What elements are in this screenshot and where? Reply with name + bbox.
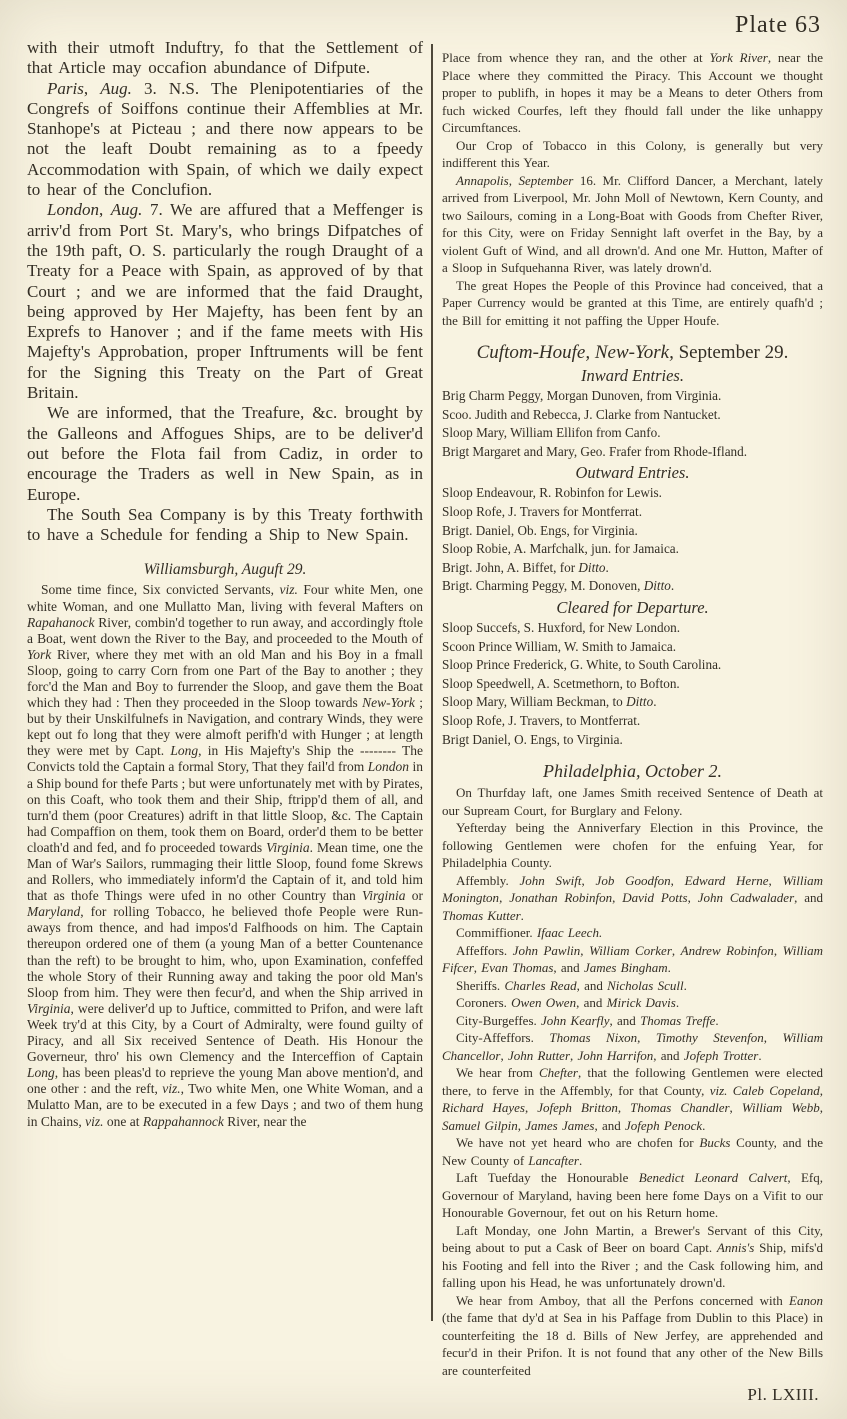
entry-line: Brigt. John, A. Biffet, for Ditto. <box>442 559 609 575</box>
paragraph: We hear from Chefter, that the following Gentlemen were elected there, to ferve in the Affembly, for that County, viz. Caleb Copeland, Richard Hayes, Jofeph Britton, Thomas Chandler, William Webb, Samuel Gilpin, James James, and Jofeph Penock. <box>442 1065 824 1133</box>
paragraph: City-Burgeffes. John Kearfly, and Thomas Treffe. <box>456 1012 719 1028</box>
entry-line: Sloop Robie, A. Marfchalk, jun. for Jamaica. <box>442 541 679 557</box>
paragraph: Our Crop of Tobacco in this Colony, is generally but very indifferent this Year. <box>442 137 823 170</box>
entry-line: Brigt. Charming Peggy, M. Donoven, Ditto. <box>442 578 675 594</box>
paragraph: We hear from Amboy, that all the Perfons concerned with Eanon (the fame that dy'd at Sea in his Paffage from Dublin to this Place) in counterfeiting the 18 d. Bills of New Jerfey, are apprehended and fecur'd in their Prifon. It is not found that any other of the New Bills are counterfeited <box>442 1292 823 1378</box>
right-column <box>442 38 824 1378</box>
plate-label: Plate 63 <box>735 12 821 38</box>
entry-line: Sloop Mary, William Beckman, to Ditto. <box>442 694 657 710</box>
paragraph: Affeffors. John Pawlin, William Corker, Andrew Robinfon, William Fifcer, Evan Thomas, and James Bingham. <box>442 942 824 976</box>
paragraph: City-Affeffors. Thomas Nixon, Timothy Stevenfon, William Chancellor, John Rutter, John Harrifon, and Jofeph Trotter. <box>442 1030 823 1063</box>
paragraph: The great Hopes the People of this Province had conceived, that a Paper Currency would be granted at this Time, are entirely quafh'd ; the Bill for emitting it not paffing the Upper Houfe. <box>442 277 823 328</box>
paragraph: Sheriffs. Charles Read, and Nicholas Scull. <box>456 977 687 993</box>
outward-entries-subheading: Outward Entries. <box>575 463 690 483</box>
entry-line: Sloop Rofe, J. Travers, to Montferrat. <box>442 712 641 728</box>
paragraph: Commiffioner. Ifaac Leech. <box>456 925 603 941</box>
paragraph: Affembly. John Swift, Job Goodfon, Edward Herne, William Monington, Jonathan Robinfon, David Potts, John Cadwalader, and Thomas Kutter. <box>442 872 824 923</box>
paragraph: We are informed, that the Treafure, &c. brought by the Galleons and Affogues Ships, are to be deliver'd out before the Flota fail from Cadiz, in order to encourage the Traders as well in New Spain, as in Europe. <box>27 403 423 504</box>
philadelphia-dateline-heading: Philadelphia, October 2. <box>543 761 722 782</box>
left-column-news <box>27 38 423 545</box>
paragraph: Laft Monday, one John Martin, a Brewer's Servant of this City, being about to put a Cask of Beer on board Capt. Annis's Ship, mifs'd his Footing and fell into the River ; and the Cask following him, and falling upon his Head, he was unfortunately drown'd. <box>442 1222 824 1291</box>
entry-line: Sloop Endeavour, R. Robinfon for Lewis. <box>442 485 662 501</box>
paragraph: Some time fince, Six convicted Servants, viz. Four white Men, one white Woman, and one Mullatto Man, living with feveral Mafters on Rapahanock River, combin'd together to run away, and accordingly ftole a Boat, went down the River to the Bay, and proceeded to the Mouth of York River, where they met with an old Man and his Boy in a fmall Sloop, going to carry Corn from one Part of the Bay to another ; they forc'd the Man and Boy to furrender the Sloop, and gave them the Boat which they had : Then they proceeded in the Sloop towards New-York ; but by their Unskilfulnefs in Navigation, and contrary Winds, they were kept out fo long that they were almoft perifh'd with Hunger ; at length they were met by Capt. Long, in His Majefty's Ship the -------- The Convicts told the Captain a formal Story, That they fail'd from London in a Ship bound for thefe Parts ; but were unfortunately met with by Pirates, on this Coaft, who took them and their Ship, ftripp'd them of all, and turn'd them (poor Creatures) adrift in that little Sloop, &c. The Captain had Compaffion on them, took them on Board, order'd them to be better cloath'd and fed, and fo proceeded towards Virginia. Mean time, one the Man of War's Sailors, rummaging their little Sloop, found fome Skrews and Rollers, who immediately inform'd the Captain of it, and told him that as thofe Things were ufed in no other Country than Virginia or Maryland, for rolling Tobacco, he believed thofe People were Run-aways from thence, and had impos'd Falfhoods on him. The Captain thereupon ordered one of them (a young Man of a better Countenance than the reft) to be brought to him, who, upon Examination, confeffed the whole Story of their Running away and taking the poor old Man's Sloop from him. They were then fecur'd, and when the Ship arrived in Virginia, were deliver'd up to Juftice, committed to Prifon, and were laft Week try'd at this City, by a Court of Admiralty, were found guilty of Piracy, and all Six received Sentence of Death. His Honour the Governeur, thro' his own Clemency and the Interceffion of Captain Long, has been pleas'd to reprieve the young Man above mention'd, and one other : and the reft, viz., Two white Men, one White Woman, and a Mulatto Man, are to be executed in a few Days ; and two of them hung in Chains, viz. one at Rappahannock River, near the <box>27 582 424 1129</box>
entry-line: Scoo. Judith and Rebecca, J. Clarke from Nantucket. <box>442 406 721 422</box>
entry-line: Sloop Rofe, J. Travers for Montferrat. <box>442 503 642 519</box>
cleared-for-departure-list <box>442 619 823 749</box>
williamsburgh-section <box>27 582 423 1129</box>
entry-line: Brigt. Daniel, Ob. Engs, for Virginia. <box>442 522 638 538</box>
paragraph: On Thurfday laft, one James Smith received Sentence of Death at our Supream Court, for Burglary and Felony. <box>442 785 823 818</box>
paragraph: The South Sea Company is by this Treaty forthwith to have a Schedule for fending a Ship to New Spain. <box>27 504 423 545</box>
entry-line: Sloop Prince Frederick, G. White, to South Carolina. <box>442 657 722 673</box>
entry-line: Brigt Daniel, O. Engs, to Virginia. <box>442 731 623 747</box>
paragraph: Yefterday being the Anniverfary Election in this Province, the following Gentlemen were chofen for the enfuing Year, for Philadelphia County. <box>442 820 823 871</box>
entry-line: Brig Charm Peggy, Morgan Dunoven, from Virginia. <box>442 388 722 403</box>
entry-line: Sloop Speedwell, A. Scetmethorn, to Bofton. <box>442 675 680 691</box>
custom-house-heading: Cuftom-Houfe, New-York, September 29. <box>476 342 789 363</box>
left-column <box>27 38 423 1365</box>
inward-entries-list <box>442 387 823 461</box>
inward-entries-subheading: Inward Entries. <box>581 366 684 385</box>
philadelphia-section <box>442 784 823 1379</box>
paragraph: Annapolis, September 16. Mr. Clifford Dancer, a Merchant, lately arrived from Liverpool, Mr. John Moll of Newtown, Kern County, and two Sailours, coming in a Long-Boat with Goods from Chefter River, for this City, were on Friday Sennight laft overfet in the Bay, by a violent Guft of Wind, and all drown'd. And one Mr. Hutton, Mafter of a Sloop in Sufquehanna River, was lately drown'd. <box>442 172 824 275</box>
entry-line: Brigt Margaret and Mary, Geo. Frafer from Rhode-Ifland. <box>442 443 748 459</box>
paragraph: with their utmoft Induftry, fo that the Settlement of that Article may occafion abundance of Difpute. <box>27 38 423 78</box>
paragraph: We have not yet heard who are chofen for Bucks County, and the New County of Lancafter. <box>442 1135 824 1168</box>
paragraph: London, Aug. 7. We are affured that a Meffenger is arriv'd from Port St. Mary's, who brings Difpatches of the 19th paft, O. S. particularly the rough Draught of a Treaty for a Peace with Spain, as approved of by that Court ; and we are informed that the faid Draught, being approved by Her Majefty, has been fent by an Exprefs to Hanover ; and if the fame meets with His Majefty's Approbation, proper Inftruments will be fent for the Signing this Treaty on the Part of Great Britain. <box>27 200 424 403</box>
paragraph: Place from whence they ran, and the other at York River, near the Place where they committed the Piracy. This Account we thought proper to publifh, in hopes it may be a Means to deter Others from fuch wicked Courfes, left they fhould fall under the like unhappy Circumftances. <box>442 50 823 135</box>
column-divider <box>431 44 433 1321</box>
entry-line: Sloop Mary, William Ellifon from Canfo. <box>442 425 661 441</box>
cleared-for-departure-subheading: Cleared for Departure. <box>556 597 709 617</box>
entry-line: Sloop Succefs, S. Huxford, for New London. <box>442 619 681 635</box>
outward-entries-list <box>442 484 823 596</box>
williamsburgh-dateline-heading: Williamsburgh, Auguft 29. <box>143 561 307 579</box>
paragraph: Laft Tuefday the Honourable Benedict Leonard Calvert, Efq, Governour of Maryland, having been here fome Days on a Vifit to our Honourable Governour, fet out on his Return home. <box>442 1170 823 1221</box>
paragraph: Paris, Aug. 3. N.S. The Plenipotentiaries of the Congrefs of Soiffons continue their Affemblies at Mr. Stanhope's at Picteau ; and there now appears to be not the leaft Doubt remaining as to a fpeedy Accommodation with Spain, of which we daily expect to hear of the Conclufion. <box>27 78 423 200</box>
paragraph: Coroners. Owen Owen, and Mirick Davis. <box>456 995 680 1011</box>
entry-line: Scoon Prince William, W. Smith to Jamaica. <box>442 638 677 654</box>
plate-footer-label: Pl. LXIII. <box>747 1385 819 1404</box>
right-column-news <box>442 49 823 329</box>
